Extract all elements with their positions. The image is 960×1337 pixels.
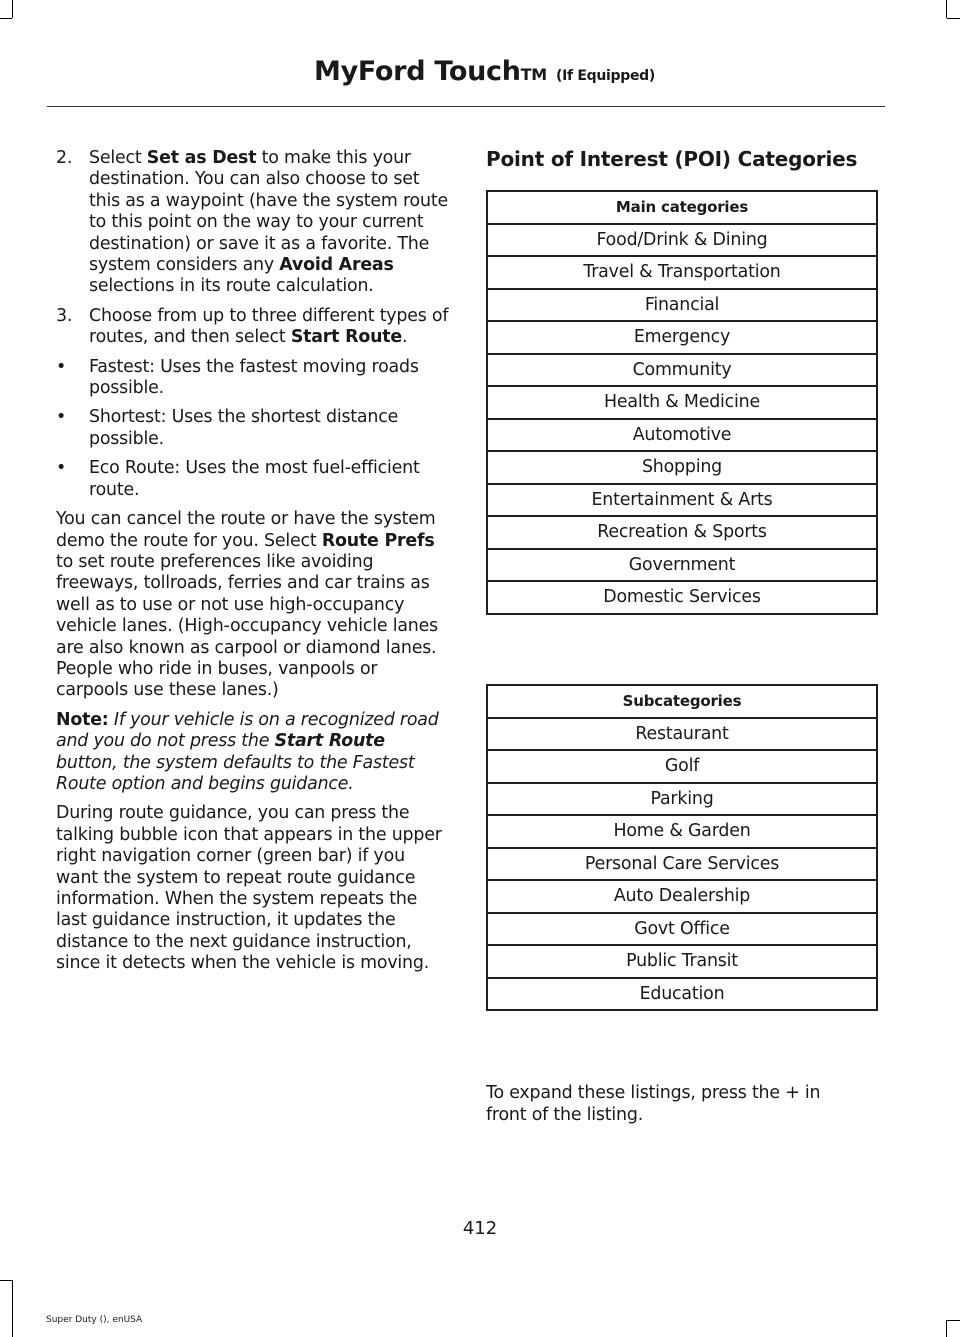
table-cell: Food/Drink & Dining [487, 224, 877, 257]
crop-mark [946, 0, 947, 18]
table-cell: Emergency [487, 321, 877, 354]
bullet-item [56, 407, 449, 450]
table-row [487, 321, 877, 354]
table-header: Subcategories [487, 685, 877, 718]
footer-text: Super Duty (), enUSA [46, 1315, 143, 1325]
bullet-item [56, 458, 449, 501]
page-number: 412 [462, 1218, 498, 1239]
step-3 [56, 306, 449, 349]
subcategories-table [486, 684, 878, 1011]
bullet-text: Shortest: Uses the shortest distance possible. [89, 407, 399, 449]
step-2 [56, 148, 449, 298]
table-row [487, 815, 877, 848]
crop-mark [947, 18, 960, 19]
bullet-marker: • [56, 407, 67, 428]
text-span: If your vehicle is on a recognized road and you do not press the [56, 709, 439, 752]
table-row [487, 256, 877, 289]
crop-mark [12, 0, 13, 18]
route-guidance-paragraph: During route guidance, you can press the talking bubble icon that appears in the upper right navigation corner (green bar) if you want the system to repeat route guidance information. When the system repeats the last guidance instruction, it updates the distance to the next guidance instruction, since it detects when the vehicle is moving. [56, 803, 442, 974]
table-row [487, 516, 877, 549]
header-subtitle: (If Equipped) [556, 68, 655, 84]
note-label: Note: [56, 709, 109, 730]
text-span: to make this your destination. You can also choose to set this as a waypoint (have the system route to this point on the way to your current destination) or save it as a favorite. The system considers any [89, 148, 448, 276]
table-row [487, 354, 877, 387]
step-number: 3. [56, 305, 73, 326]
text-span: You can cancel the route or have the system demo the route for you. Select [56, 509, 436, 551]
right-column [486, 146, 878, 1125]
page-header-title [314, 56, 655, 87]
table-cell: Parking [487, 783, 877, 816]
table-row [487, 945, 877, 978]
route-prefs-paragraph [56, 509, 449, 702]
header-title-text: MyFord Touch [314, 56, 521, 87]
table-cell: Golf [487, 750, 877, 783]
table-header: Main categories [487, 191, 877, 224]
bullet-item [56, 357, 449, 400]
ui-term-start-route: Start Route [274, 731, 385, 752]
table-cell: Recreation & Sports [487, 516, 877, 549]
table-row [487, 484, 877, 517]
table-cell: Shopping [487, 451, 877, 484]
table-row [487, 783, 877, 816]
table-row [487, 419, 877, 452]
table-row [487, 289, 877, 322]
bullet-text: Fastest: Uses the fastest moving roads possible. [89, 356, 419, 399]
section-title: Point of Interest (POI) Categories [486, 147, 858, 171]
text-span: to set route preferences like avoiding freeways, tollroads, ferries and car trains as well as to use or not use high-occupancy vehicle lanes. (High-occupancy vehicle lanes are also known as carpool or diamond lanes. People who ride in buses, vanpools or carpools use these lanes.) [56, 551, 438, 701]
crop-mark [0, 18, 12, 19]
bullet-marker: • [56, 356, 67, 377]
table-cell: Personal Care Services [487, 848, 877, 881]
text-span: Select [89, 148, 147, 168]
table-row [487, 549, 877, 582]
table-row [487, 451, 877, 484]
ui-term-start-route: Start Route [290, 327, 402, 348]
table-cell: Public Transit [487, 945, 877, 978]
note-paragraph [56, 710, 449, 796]
crop-mark [946, 1320, 947, 1337]
crop-mark [947, 1320, 960, 1321]
text-span: . [401, 327, 408, 348]
text-span: selections in its route calculation. [89, 276, 374, 297]
left-column [56, 148, 449, 983]
table-row [487, 718, 877, 751]
step-number: 2. [56, 148, 73, 168]
table-row [487, 848, 877, 881]
table-cell: Health & Medicine [487, 386, 877, 419]
bullet-marker: • [56, 458, 67, 479]
table-cell: Entertainment & Arts [487, 484, 877, 517]
table-cell: Domestic Services [487, 581, 877, 614]
expand-listings-text: To expand these listings, press the + in front of the listing. [486, 1083, 821, 1125]
crop-mark [12, 1280, 13, 1337]
text-span: button, the system defaults to the Fastest Route option and begins guidance. [56, 752, 415, 794]
table-cell: Home & Garden [487, 815, 877, 848]
table-row [487, 581, 877, 614]
crop-mark [0, 1280, 12, 1281]
table-cell: Govt Office [487, 913, 877, 946]
table-row [487, 978, 877, 1011]
table-cell: Financial [487, 289, 877, 322]
table-row [487, 750, 877, 783]
table-cell: Automotive [487, 419, 877, 452]
ui-term-route-prefs: Route Prefs [321, 530, 435, 551]
table-cell: Government [487, 549, 877, 582]
table-cell: Education [487, 978, 877, 1011]
table-row [487, 224, 877, 257]
main-categories-table [486, 190, 878, 615]
ui-term-set-as-dest: Set as Dest [146, 148, 257, 168]
table-cell: Community [487, 354, 877, 387]
trademark-symbol: TM [520, 65, 547, 84]
table-cell: Restaurant [487, 718, 877, 751]
table-row [487, 880, 877, 913]
bullet-text: Eco Route: Uses the most fuel-efficient route. [89, 458, 420, 500]
ui-term-avoid-areas: Avoid Areas [279, 255, 394, 276]
table-row [487, 386, 877, 419]
header-rule [47, 106, 885, 107]
table-cell: Auto Dealership [487, 880, 877, 913]
table-cell: Travel & Transportation [487, 256, 877, 289]
text-span: Choose from up to three different types of routes, and then select [89, 305, 449, 348]
table-row [487, 913, 877, 946]
